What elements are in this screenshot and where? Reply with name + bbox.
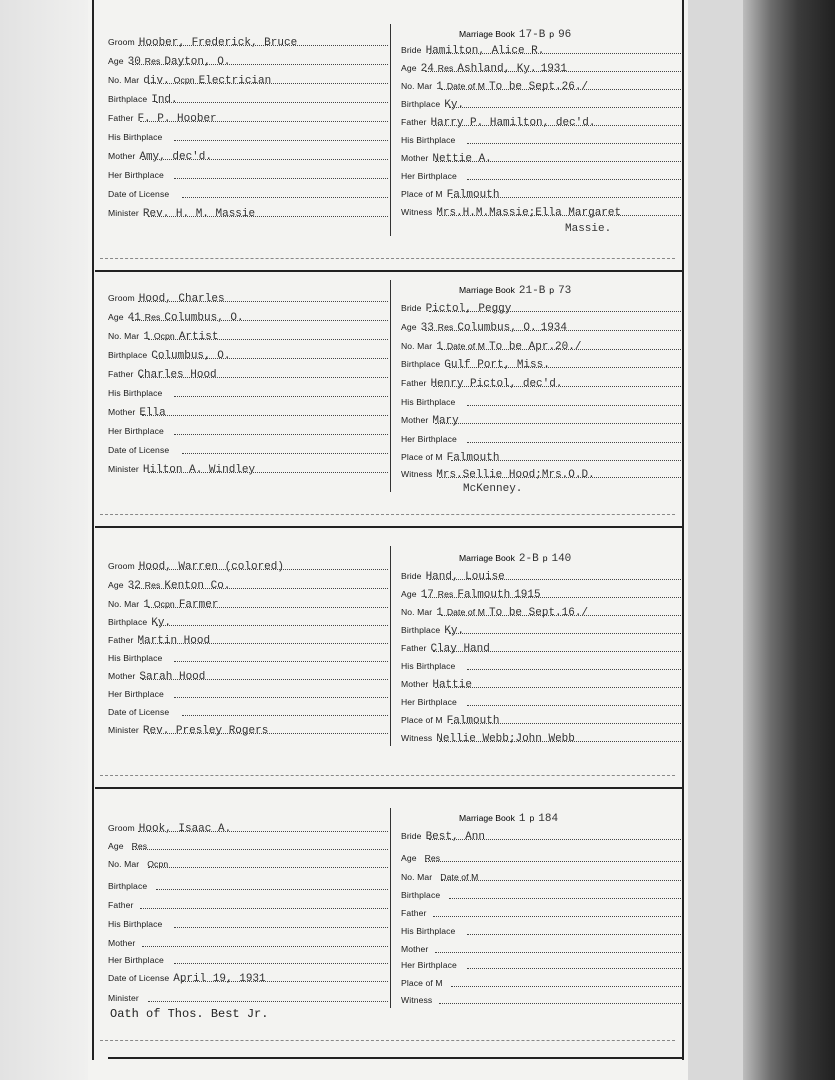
res-label: Res — [437, 322, 454, 332]
groom-birthplace: Ky. — [151, 617, 172, 629]
res-label: Res — [131, 841, 148, 851]
her-birthplace-label: Her Birthplace — [108, 170, 164, 180]
groom-occupation: Artist — [178, 331, 219, 343]
card-separator — [95, 270, 682, 272]
bride-no-mar: 1 — [436, 341, 443, 353]
marriage-date: To be Apr.20./ — [489, 341, 582, 353]
groom-residence: Columbus, O. — [164, 312, 244, 324]
date-of-m-label: Date of M — [446, 607, 486, 617]
witnesses-continued: McKenney. — [463, 483, 523, 495]
his-birthplace-label: His Birthplace — [108, 388, 163, 398]
record-year: 1931 — [540, 63, 568, 75]
groom-minister: Rev. Presley Rogers — [142, 725, 269, 737]
bride-father: Harry P. Hamilton, dec'd. — [430, 117, 596, 129]
ocpn-label: Ocpn — [147, 859, 169, 869]
scan-left-margin — [0, 0, 88, 1080]
bride-birthplace: Ky. — [444, 625, 465, 637]
her-birthplace-label: Her Birthplace — [108, 689, 164, 699]
bride-mother: Mary — [432, 415, 459, 427]
groom-label: Groom — [108, 37, 135, 47]
bride-mother: Hattie — [432, 679, 472, 691]
bride-father: Henry Pictol, dec'd. — [430, 378, 563, 390]
minister-label: Minister — [108, 464, 139, 474]
res-label: Res — [144, 56, 161, 66]
marriage-date: To be Sept.16./ — [489, 607, 589, 619]
bride-name: Pictol, Peggy — [425, 303, 512, 315]
place-of-m-label: Place of M — [401, 189, 443, 199]
witness-label: Witness — [401, 995, 433, 1005]
his-birthplace-label: His Birthplace — [108, 132, 163, 142]
minister-label: Minister — [108, 208, 139, 218]
bride-label: Bride — [401, 571, 422, 581]
marriage-book-page: 73 — [558, 285, 572, 297]
father-label: Father — [108, 369, 134, 379]
bride-name: Hamilton, Alice R. — [425, 45, 545, 57]
groom-label: Groom — [108, 561, 135, 571]
bride-residence: Columbus, O. — [457, 322, 537, 334]
marriage-card — [96, 540, 656, 775]
age-label: Age — [401, 589, 417, 599]
bride-birthplace: Ky. — [444, 99, 465, 111]
date-of-license-label: Date of License — [108, 189, 170, 199]
no-mar-label: No. Mar — [108, 331, 140, 341]
date-of-m-label: Date of M — [446, 81, 486, 91]
groom-name: Hood, Warren (colored) — [138, 561, 284, 573]
ocpn-label: Ocpn — [173, 75, 195, 85]
her-birthplace-label: Her Birthplace — [108, 955, 164, 965]
groom-father: Charles Hood — [137, 369, 217, 381]
card-dashed-edge — [100, 258, 675, 259]
groom-name: Hoober, Frederick, Bruce — [138, 37, 298, 49]
her-birthplace-label: Her Birthplace — [108, 426, 164, 436]
groom-occupation: Farmer — [178, 599, 219, 611]
groom-label: Groom — [108, 293, 135, 303]
witnesses: Mrs.H.M.Massie;Ella Margaret — [436, 207, 622, 219]
marriage-book-label: Marriage Book — [459, 285, 515, 295]
mother-label: Mother — [108, 151, 136, 161]
bride-residence: Ashland, Ky. — [457, 63, 537, 75]
groom-name: Hood, Charles — [138, 293, 225, 305]
marriage-place: Falmouth — [446, 189, 500, 201]
father-label: Father — [401, 117, 427, 127]
mother-label: Mother — [108, 938, 136, 948]
date-of-license-label: Date of License — [108, 973, 170, 983]
groom-name: Hook, Isaac A. — [138, 823, 232, 835]
marriage-card — [96, 274, 656, 514]
date-of-license-label: Date of License — [108, 707, 170, 717]
minister-label: Minister — [108, 993, 139, 1003]
no-mar-label: No. Mar — [401, 341, 433, 351]
page-label: p — [529, 813, 535, 823]
groom-age: 32 — [127, 580, 141, 592]
age-label: Age — [108, 580, 124, 590]
father-label: Father — [108, 113, 134, 123]
bride-age: 17 — [420, 589, 434, 601]
bride-name: Best, Ann — [425, 831, 485, 843]
birthplace-label: Birthplace — [108, 881, 148, 891]
groom-residence: Kenton Co. — [164, 580, 231, 592]
groom-no-mar: 1 — [143, 331, 150, 343]
res-label: Res — [144, 580, 161, 590]
her-birthplace-label: Her Birthplace — [401, 960, 457, 970]
marriage-book-label: Marriage Book — [459, 813, 515, 823]
his-birthplace-label: His Birthplace — [108, 653, 163, 663]
his-birthplace-label: His Birthplace — [401, 926, 456, 936]
page-label: p — [549, 29, 555, 39]
groom-no-mar: 1 — [143, 599, 150, 611]
father-label: Father — [108, 635, 134, 645]
groom-age: 30 — [127, 56, 141, 68]
groom-no-mar: div. — [143, 75, 170, 87]
no-mar-label: No. Mar — [401, 81, 433, 91]
her-birthplace-label: Her Birthplace — [401, 171, 457, 181]
bride-birthplace: Gulf Port, Miss. — [444, 359, 550, 371]
age-label: Age — [108, 841, 124, 851]
groom-birthplace: Ind. — [151, 94, 178, 106]
birthplace-label: Birthplace — [108, 617, 148, 627]
footer-note: Oath of Thos. Best Jr. — [110, 1007, 269, 1021]
res-label: Res — [144, 312, 161, 322]
birthplace-label: Birthplace — [401, 99, 441, 109]
age-label: Age — [401, 322, 417, 332]
mother-label: Mother — [401, 679, 429, 689]
groom-mother: Amy, dec'd. — [139, 151, 212, 163]
page-label: p — [542, 553, 548, 563]
witnesses: Mrs.Sellie Hood;Mrs.O.D. — [436, 469, 595, 481]
no-mar-label: No. Mar — [108, 599, 140, 609]
page-left-border — [92, 0, 94, 1060]
date-of-m-label: Date of M — [446, 341, 486, 351]
mother-label: Mother — [108, 671, 136, 681]
card-separator — [95, 526, 682, 528]
groom-minister: Rev. H. M. Massie — [142, 208, 256, 220]
birthplace-label: Birthplace — [108, 94, 148, 104]
record-year: 1934 — [540, 322, 568, 334]
bride-age: 33 — [420, 322, 434, 334]
father-label: Father — [401, 643, 427, 653]
witness-label: Witness — [401, 469, 433, 479]
marriage-book-number: 1 — [518, 813, 526, 825]
witnesses: Nellie Webb;John Webb — [436, 733, 575, 745]
mother-label: Mother — [401, 415, 429, 425]
res-label: Res — [437, 589, 454, 599]
no-mar-label: No. Mar — [401, 607, 433, 617]
res-label: Res — [437, 63, 454, 73]
marriage-book-number: 2-B — [518, 553, 539, 565]
his-birthplace-label: His Birthplace — [401, 397, 456, 407]
scan-dark-edge — [743, 0, 835, 1080]
no-mar-label: No. Mar — [108, 75, 140, 85]
mother-label: Mother — [401, 153, 429, 163]
marriage-book-number: 21-B — [518, 285, 546, 297]
groom-residence: Dayton, O. — [164, 56, 231, 68]
bride-age: 24 — [420, 63, 434, 75]
birthplace-label: Birthplace — [401, 359, 441, 369]
birthplace-label: Birthplace — [108, 350, 148, 360]
his-birthplace-label: His Birthplace — [401, 661, 456, 671]
father-label: Father — [401, 908, 427, 918]
witness-label: Witness — [401, 207, 433, 217]
mother-label: Mother — [108, 407, 136, 417]
place-of-m-label: Place of M — [401, 978, 443, 988]
groom-father: F. P. Hoober — [137, 113, 217, 125]
groom-minister: Hilton A. Windley — [142, 464, 256, 476]
father-label: Father — [401, 378, 427, 388]
groom-father: Martin Hood — [137, 635, 211, 647]
card-dashed-edge — [100, 775, 675, 776]
bride-no-mar: 1 — [436, 81, 443, 93]
age-label: Age — [108, 56, 124, 66]
witness-label: Witness — [401, 733, 433, 743]
date-of-m-label: Date of M — [440, 872, 479, 882]
ocpn-label: Ocpn — [153, 331, 175, 341]
his-birthplace-label: His Birthplace — [401, 135, 456, 145]
age-label: Age — [108, 312, 124, 322]
page-label: p — [549, 285, 555, 295]
date-of-license-label: Date of License — [108, 445, 170, 455]
birthplace-label: Birthplace — [401, 890, 441, 900]
card-dashed-edge — [100, 514, 675, 515]
bride-label: Bride — [401, 831, 422, 841]
ocpn-label: Ocpn — [153, 599, 175, 609]
record-year: 1915 — [514, 589, 541, 601]
groom-date-of-license: April 19, 1931 — [173, 973, 266, 985]
groom-occupation: Electrician — [198, 75, 272, 87]
bride-label: Bride — [401, 303, 422, 313]
marriage-book-label: Marriage Book — [459, 553, 515, 563]
groom-mother: Ella — [139, 407, 166, 419]
mother-label: Mother — [401, 944, 429, 954]
father-label: Father — [108, 900, 134, 910]
res-label: Res — [424, 853, 441, 863]
bride-label: Bride — [401, 45, 422, 55]
page-bottom-rule — [108, 1057, 682, 1059]
card-dashed-edge — [100, 1040, 675, 1041]
marriage-book-page: 96 — [558, 29, 572, 41]
bride-father: Clay Hand — [430, 643, 490, 655]
groom-age: 41 — [127, 312, 141, 324]
marriage-place: Falmouth — [446, 452, 500, 464]
marriage-book-page: 140 — [551, 553, 572, 565]
bride-no-mar: 1 — [436, 607, 443, 619]
age-label: Age — [401, 853, 417, 863]
bride-mother: Nettie A. — [432, 153, 492, 165]
marriage-book-number: 17-B — [518, 29, 546, 41]
age-label: Age — [401, 63, 417, 73]
no-mar-label: No. Mar — [401, 872, 433, 882]
groom-label: Groom — [108, 823, 135, 833]
bride-residence: Falmouth — [457, 589, 511, 601]
place-of-m-label: Place of M — [401, 452, 443, 462]
her-birthplace-label: Her Birthplace — [401, 434, 457, 444]
place-of-m-label: Place of M — [401, 715, 443, 725]
no-mar-label: No. Mar — [108, 859, 140, 869]
birthplace-label: Birthplace — [401, 625, 441, 635]
marriage-place: Falmouth — [446, 715, 500, 727]
his-birthplace-label: His Birthplace — [108, 919, 163, 929]
card-separator — [95, 787, 682, 789]
marriage-book-page: 184 — [538, 813, 559, 825]
marriage-date: To be Sept.26./ — [489, 81, 589, 93]
bride-name: Hand, Louise — [425, 571, 505, 583]
groom-birthplace: Columbus, O. — [151, 350, 231, 362]
minister-label: Minister — [108, 725, 139, 735]
her-birthplace-label: Her Birthplace — [401, 697, 457, 707]
marriage-card — [96, 800, 656, 1035]
witnesses-continued: Massie. — [565, 223, 612, 235]
marriage-card — [96, 18, 656, 258]
marriage-book-label: Marriage Book — [459, 29, 515, 39]
groom-mother: Sarah Hood — [139, 671, 206, 683]
